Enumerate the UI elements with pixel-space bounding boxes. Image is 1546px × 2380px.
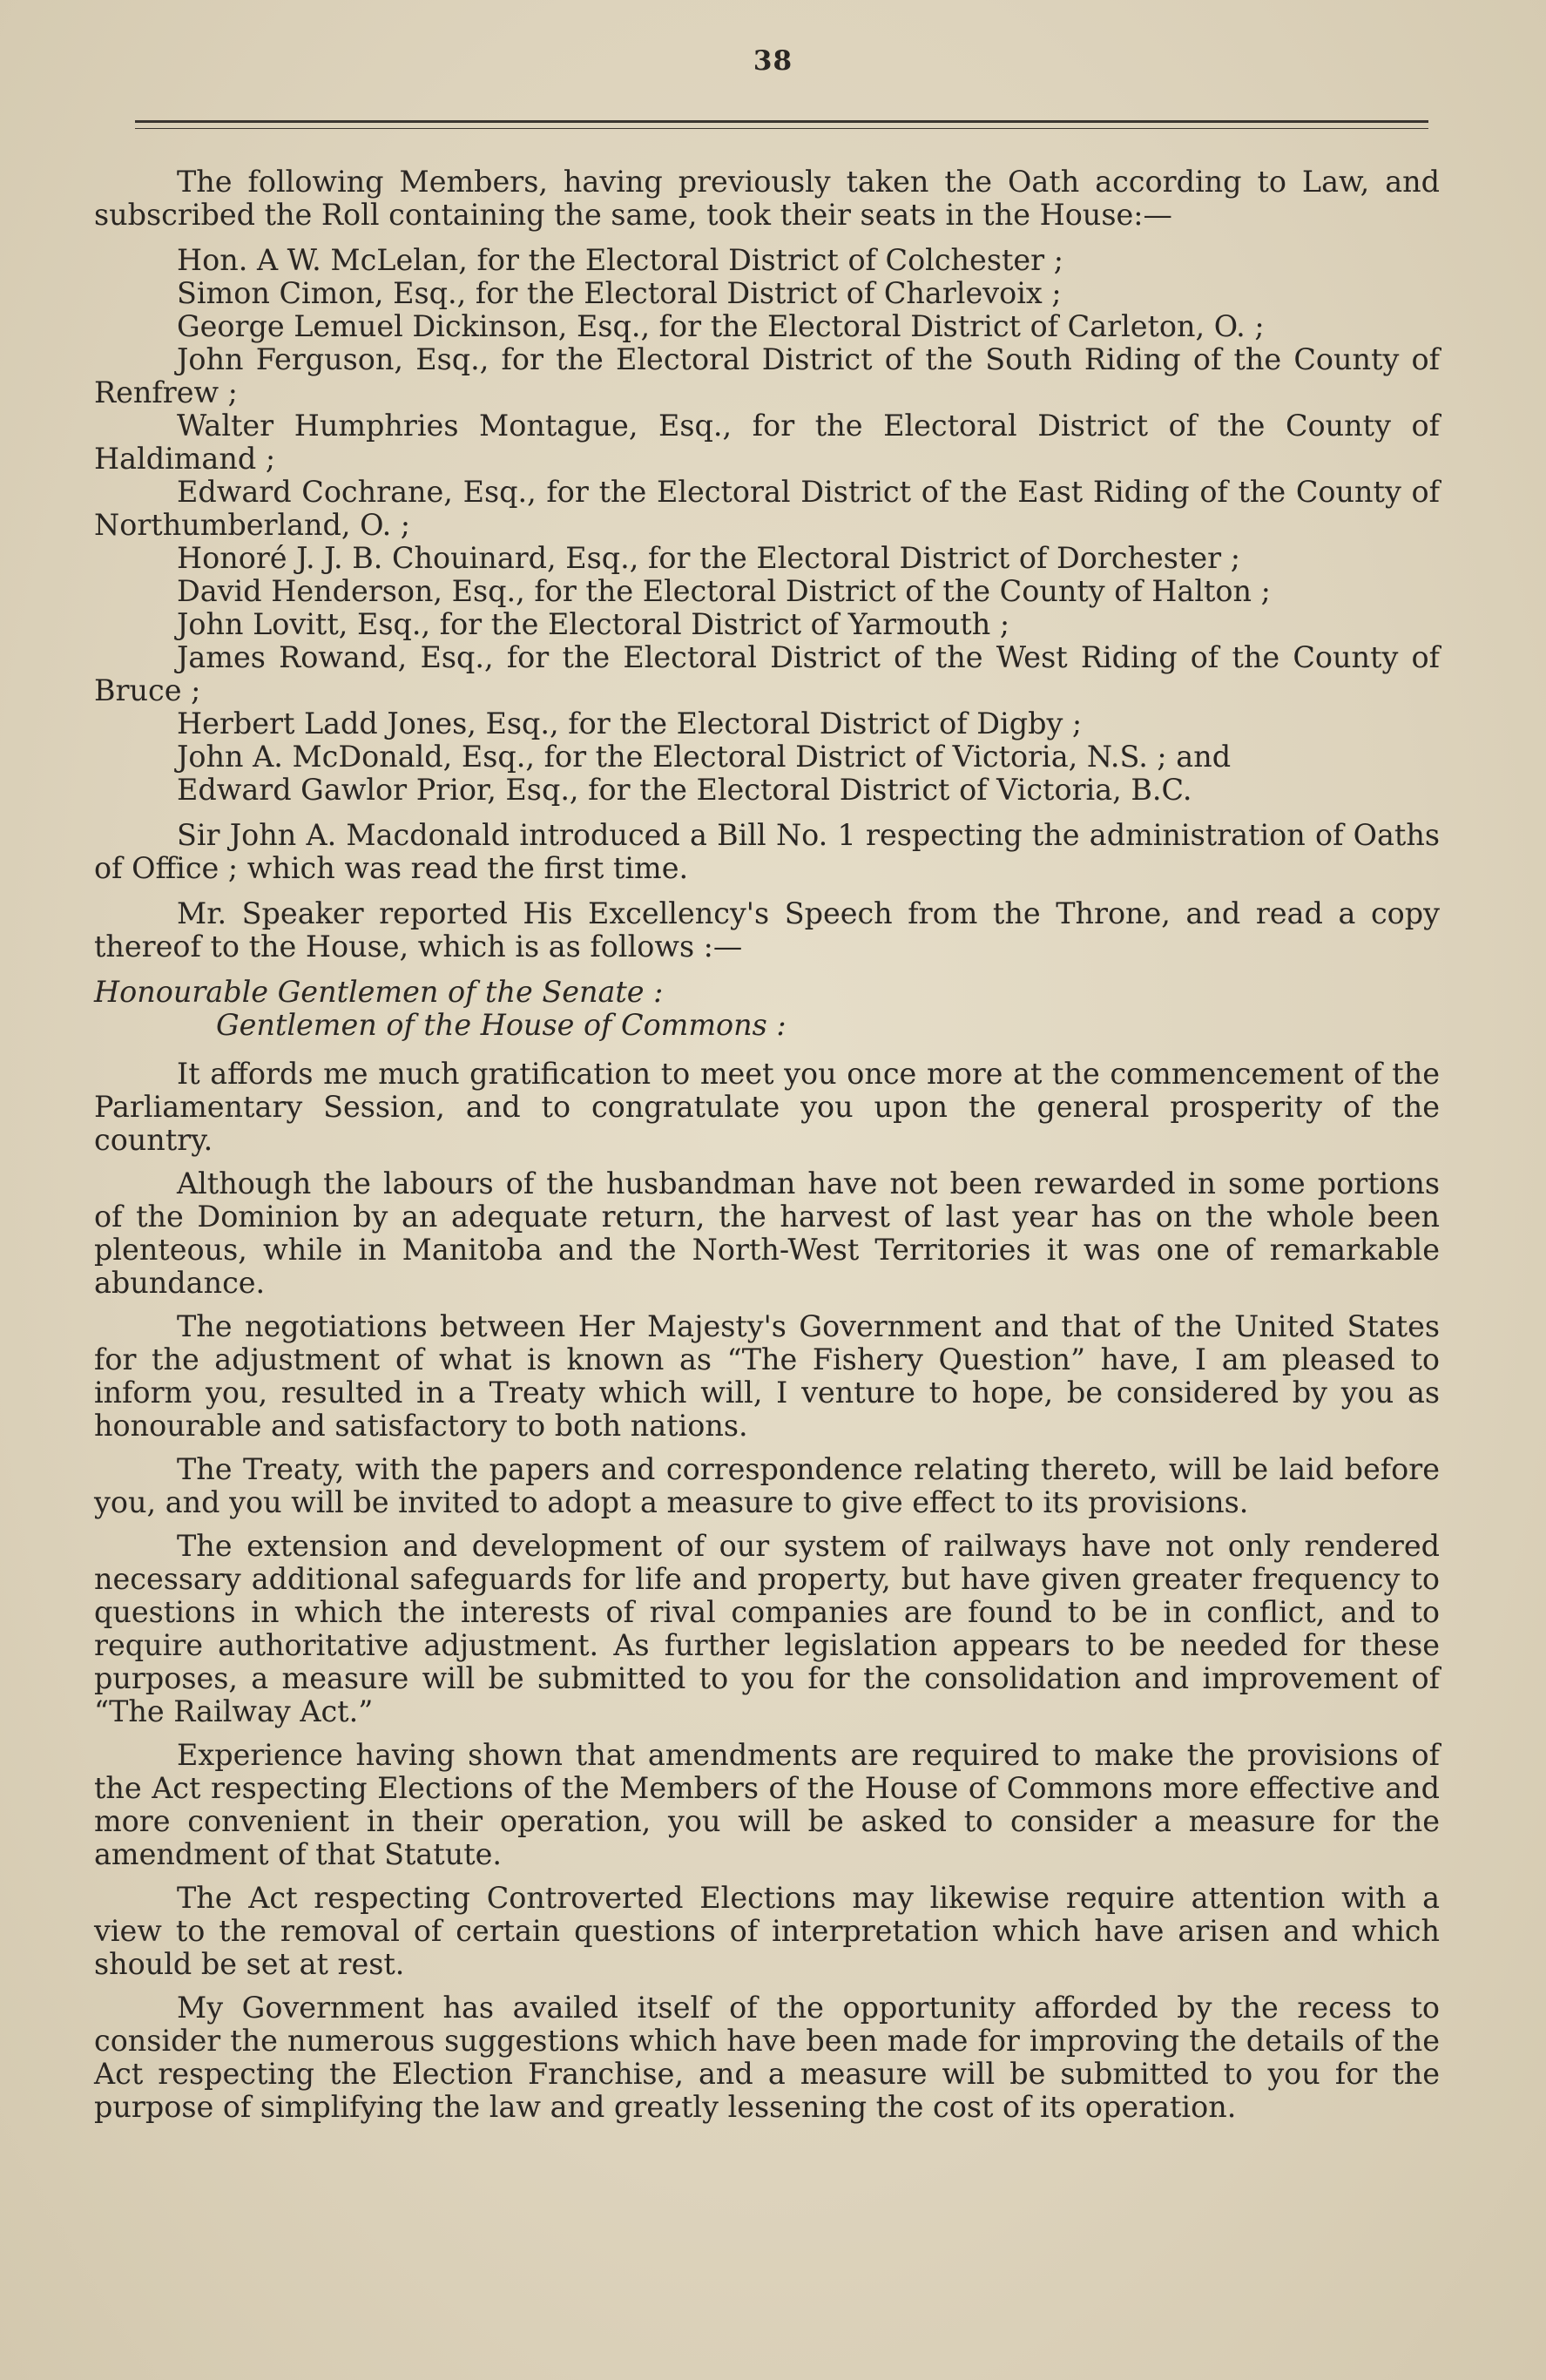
bill-paragraph: Sir John A. Macdonald introduced a Bill No. 1 respecting the administration of Oaths of Office ; which was read the first time.	[94, 818, 1440, 885]
speech-from-throne	[94, 1058, 1440, 2124]
speech-paragraph: Experience having shown that amendments are required to make the provisions of the Act respecting Elections of the Members of the House of Commons more effective and more convenient in their operation, you will be asked to consider a measure for the amendment of that Statute.	[94, 1738, 1440, 1871]
member-entry: Walter Humphries Montague, Esq., for the Electoral District of the County of Haldimand ;	[94, 409, 1440, 476]
member-entry: John Ferguson, Esq., for the Electoral District of the South Riding of the County of Renfrew ;	[94, 342, 1440, 409]
speech-paragraph: My Government has availed itself of the opportunity afforded by the recess to consider the numerous suggestions which have been made for improving the details of the Act respecting the Election Franchise, and a measure will be submitted to you for the purpose of simplifying the law and greatly lessening the cost of its operation.	[94, 1991, 1440, 2124]
member-entry: George Lemuel Dickinson, Esq., for the Electoral District of Carleton, O. ;	[177, 309, 1265, 343]
speech-paragraph: The extension and development of our system of railways have not only rendered necessary additional safeguards for life and property, but have given greater frequency to questions in which the interests of rival companies are found to be in conflict, and to require authoritative adjustment. As further legislation appears to be needed for these purposes, a measure will be submitted to you for the consolidation and improvement of “The Railway Act.”	[94, 1529, 1440, 1728]
member-entry: Edward Cochrane, Esq., for the Electoral District of the East Riding of the County of Northumberland, O. ;	[94, 475, 1440, 542]
member-entry: Simon Cimon, Esq., for the Electoral District of Charlevoix ;	[177, 276, 1062, 310]
header-rule-thin	[135, 128, 1428, 129]
member-entry: Honoré J. J. B. Chouinard, Esq., for the Electoral District of Dorchester ;	[177, 541, 1240, 575]
speech-paragraph: Although the labours of the husbandman have not been rewarded in some portions of the Dominion by an adequate return, the harvest of last year has on the whole been plenteous, while in Manitoba and the North-West Territories it was one of remarkable abundance.	[94, 1166, 1440, 1300]
speaker-paragraph: Mr. Speaker reported His Excellency's Speech from the Throne, and read a copy thereof to the House, which is as follows :—	[94, 896, 1440, 963]
member-entry: David Henderson, Esq., for the Electoral District of the County of Halton ;	[177, 574, 1271, 608]
member-entry: Herbert Ladd Jones, Esq., for the Electoral District of Digby ;	[177, 707, 1083, 740]
speech-paragraph: It affords me much gratification to meet you once more at the commencement of the Parliamentary Session, and to congratulate you upon the general prosperity of the country.	[94, 1057, 1440, 1157]
member-entry: John Lovitt, Esq., for the Electoral District of Yarmouth ;	[177, 607, 1010, 641]
speech-paragraph: The Treaty, with the papers and correspondence relating thereto, will be laid before you, and you will be invited to adopt a measure to give effect to its provisions.	[94, 1452, 1440, 1519]
member-entry: James Rowand, Esq., for the Electoral District of the West Riding of the County of Bruce ;	[94, 640, 1440, 707]
speech-paragraph: The negotiations between Her Majesty's Government and that of the United States for the adjustment of what is known as “The Fishery Question” have, I am pleased to inform you, resulted in a Treaty which will, I venture to hope, be considered by you as honourable and satisfactory to both nations.	[94, 1309, 1440, 1443]
member-entry: Edward Gawlor Prior, Esq., for the Electoral District of Victoria, B.C.	[177, 773, 1192, 807]
salutation-commons: Gentlemen of the House of Commons :	[216, 1008, 787, 1042]
header-rule-thick	[135, 120, 1428, 123]
salutation-senate: Honourable Gentlemen of the Senate :	[94, 975, 664, 1009]
member-entry: Hon. A W. McLelan, for the Electoral District of Colchester ;	[177, 243, 1063, 277]
member-entry: John A. McDonald, Esq., for the Electoral District of Victoria, N.S. ; and	[177, 740, 1232, 774]
speech-paragraph: The Act respecting Controverted Elections may likewise require attention with a view to the removal of certain questions of interpretation which have arisen and which should be set at rest.	[94, 1881, 1440, 1981]
intro-paragraph: The following Members, having previously taken the Oath according to Law, and subscribed the Roll containing the same, took their seats in the House:—	[94, 165, 1440, 232]
page-number: 38	[753, 45, 793, 77]
page-body	[94, 166, 1440, 2134]
members-list	[94, 244, 1440, 807]
